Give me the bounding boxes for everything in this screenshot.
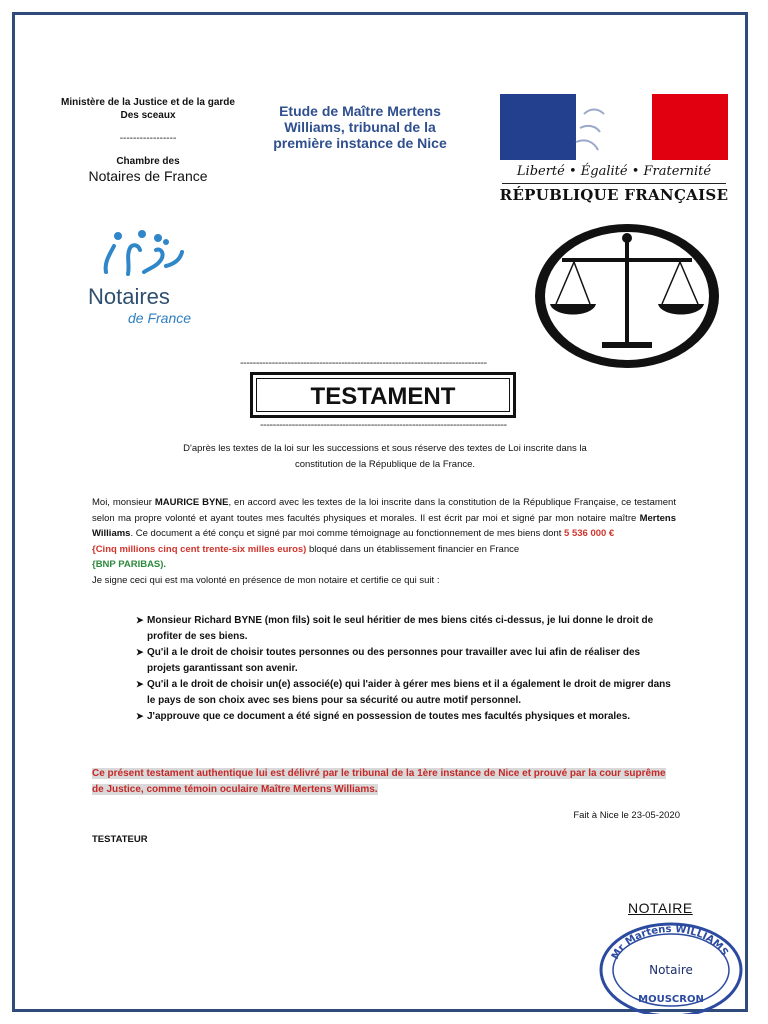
notaires-de-france-label: Notaires de France: [88, 168, 208, 184]
seal-top-text: Mr Martens WILLIAMS: [609, 923, 730, 962]
clauses-list: [92, 613, 676, 726]
clause-text: Qu'il a le droit de choisir un(e) associé(e) qui l'aider à gérer mes biens et il a également le droit de migrer dans le pays de son choix avec ses biens pour sa sécurité ou autre motif personnel.: [147, 679, 671, 706]
seal-middle-text: Notaire: [649, 963, 693, 977]
clause-text: Monsieur Richard BYNE (mon fils) soit le seul héritier de mes biens cités ci-dessus, je lui donne le droit de profiter de ses biens.: [147, 615, 654, 642]
testament-paragraph: [92, 495, 676, 573]
scales-of-justice-image: [532, 222, 722, 370]
testament-title: TESTAMENT: [256, 378, 510, 412]
body-text: Moi, monsieur: [92, 497, 155, 508]
ministry-name: Ministère de la Justice et de la garde Des sceaux: [61, 97, 235, 121]
arrow-bullet-icon: ➤: [136, 615, 144, 625]
scales-icon: [532, 222, 722, 370]
body-text: , en accord avec les textes de la loi inscrite dans la constitution de la République Française, ce testament selon ma propre volonté et ayant toutes mes facultés physiques et morales. Il est écrit par moi et signé par mon notaire maître: [92, 497, 676, 524]
declaration-text: Ce présent testament authentique lui est délivré par le tribunal de la 1ère instance de Nice et prouvé par la cour suprême de Justice, comme témoin oculaire Maître Mertens Williams.: [92, 768, 666, 795]
notaires-emblem-icon: [66, 222, 236, 282]
list-item: [92, 677, 676, 708]
date-place: Fait à Nice le 23-05-2020: [573, 810, 680, 821]
notaires-logo-title: Notaires: [88, 284, 170, 309]
clause-text: Qu'il a le droit de choisir toutes personnes ou des personnes pour travailler avec lui afin de réaliser des projets garantissant son avenir.: [147, 647, 641, 674]
notaires-logo-subtitle: de France: [128, 310, 192, 326]
ministry-separator: -----------------: [119, 133, 177, 144]
arrow-bullet-icon: ➤: [136, 679, 144, 689]
title-bottom-dashes: ------------------------------------------------------------------------------: [260, 419, 507, 431]
marianne-flag-icon: [500, 94, 728, 160]
notary-signature-label: NOTAIRE: [628, 900, 693, 916]
svg-text:Mr Martens WILLIAMS: [610, 924, 730, 961]
bank-name: {BNP PARIBAS).: [92, 559, 167, 570]
amount-figure: 5 536 000 €: [564, 528, 615, 539]
body-text: bloqué dans un établissement financier en France: [306, 543, 520, 555]
testament-title-box: [250, 372, 516, 418]
clause-text: J'approuve que ce document a été signé en possession de toutes mes facultés physiques et morales.: [147, 711, 631, 722]
intro-line-1: D'après les textes de la loi sur les successions et sous réserve des textes de Loi inscrite dans la: [183, 443, 587, 454]
notary-seal: [596, 918, 746, 1014]
arrow-bullet-icon: ➤: [136, 647, 144, 657]
seal-bottom-text: MOUSCRON: [638, 994, 704, 1005]
certification-line: Je signe ceci qui est ma volonté en présence de mon notaire et certifie ce qui suit :: [92, 574, 440, 586]
intro-line-2: constitution de la République de la France.: [294, 459, 476, 470]
notary-name: Mertens Williams: [92, 512, 676, 539]
body-text: . Ce document a été conçu et signé par moi comme témoignage au fonctionnement de mes biens dont: [130, 528, 565, 539]
title-top-dashes: ------------------------------------------------------------------------------: [240, 357, 487, 369]
testament-body: [92, 495, 676, 588]
list-item: [92, 645, 676, 676]
declaration: [92, 766, 676, 798]
republique-francaise-logo: [498, 94, 730, 212]
etude-title: Etude de Maître Mertens Williams, tribunal de la première instance de Nice: [273, 103, 447, 151]
intro-text: [120, 441, 650, 473]
notary-stamp-icon: [596, 918, 746, 1014]
republique-divider: [502, 183, 726, 184]
chambre-label: Chambre des: [116, 156, 180, 167]
republique-motto: Liberté • Égalité • Fraternité: [516, 164, 712, 179]
list-item: [92, 613, 676, 644]
testator-signature-label: TESTATEUR: [92, 834, 148, 845]
amount-words: {Cinq millions cinq cent trente-six milles euros): [92, 543, 307, 555]
republique-name: RÉPUBLIQUE FRANÇAISE: [499, 186, 729, 204]
ministry-header: [60, 96, 236, 184]
testator-name: MAURICE BYNE: [154, 497, 229, 508]
arrow-bullet-icon: ➤: [136, 711, 144, 721]
notaires-de-france-logo: [66, 222, 236, 364]
list-item: [92, 709, 676, 725]
